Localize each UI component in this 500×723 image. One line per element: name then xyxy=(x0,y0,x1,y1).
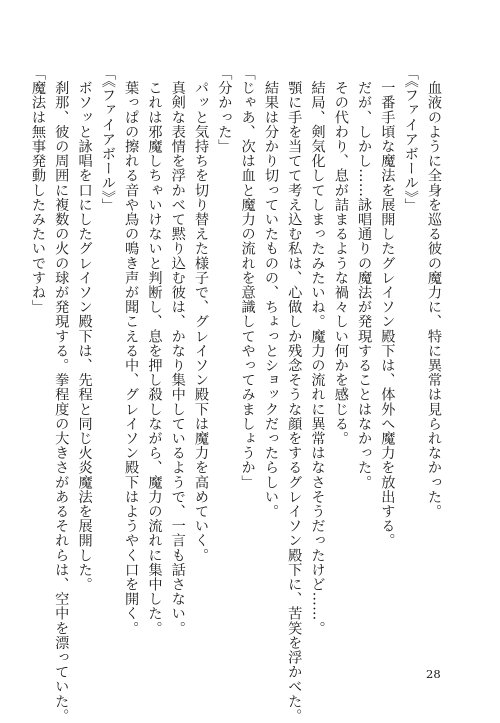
text-line: 血液のように全身を巡る彼の魔力に、特に異常は見られなかった。 xyxy=(426,66,442,519)
text-line: 真剣な表情を浮かべて黙り込む彼は、かなり集中しているようで、一言も話さない。 xyxy=(169,66,186,636)
text-line: その代わり、息が詰まるような禍々しい何かを感じる。 xyxy=(332,66,349,446)
text-line: 結局、剣気化してしまったみたいね。魔力の流れに異常はなさそうだったけど……。 xyxy=(309,66,326,636)
text-line: だが、しかし……詠唱通りの魔法が発現することはなかった。 xyxy=(356,66,373,490)
text-line: これは邪魔しちゃいけないと判断し、息を押し殺しながら、魔力の流れに集中した。 xyxy=(146,66,163,636)
page-number: 28 xyxy=(426,667,441,681)
text-line: 「分かった」 xyxy=(216,66,233,154)
text-line: ボソッと詠唱を口にしたグレイソン殿下は、先程と同じ火炎魔法を展開した。 xyxy=(76,66,93,592)
text-line: 顎に手を当てて考え込む私は、心做しか残念そうな顔をするグレイソン殿下に、苦笑を浮かべた。 xyxy=(286,66,303,723)
text-line: 結果は分かり切っていたものの、ちょっとショックだったらしい。 xyxy=(262,66,279,519)
text-line: パッと気持ちを切り替えた様子で、グレイソン殿下は魔力を高めていく。 xyxy=(193,66,210,563)
text-line: 一番手頃な魔法を展開したグレイソン殿下は、体外へ魔力を放出する。 xyxy=(379,66,396,548)
text-line: 「魔法は無事発動したみたいですね」 xyxy=(29,66,46,315)
text-line: 葉っぱの擦れる音や鳥の鳴き声が聞こえる中、グレイソン殿下はようやく口を開く。 xyxy=(123,66,140,636)
text-line: 「《ファイアボール》」 xyxy=(402,66,419,213)
text-line: 「《ファイアボール》」 xyxy=(99,66,116,213)
text-line: 刹那、彼の周囲に複数の火の球が発現する。拳程度の大きさがあるそれらは、空中を漂っていた。 xyxy=(53,66,70,723)
text-line: 「じゃあ、次は血と魔力の流れを意識してやってみましょうか」 xyxy=(239,66,256,490)
